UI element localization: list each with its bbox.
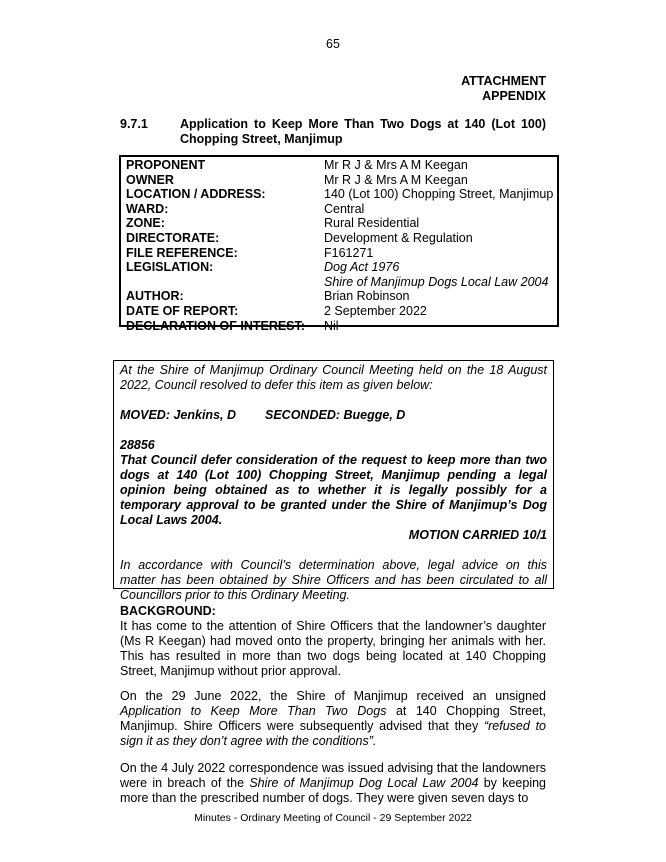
resolution-number: 28856 [120,438,155,452]
page-number: 65 [326,37,340,51]
moved-by: MOVED: Jenkins, D [120,408,236,422]
page-footer: Minutes - Ordinary Meeting of Council - 29 September 2022 [194,812,472,824]
detail-row-zone [126,216,557,231]
detail-value: Shire of Manjimup Dogs Local Law 2004 [324,274,549,289]
background-heading: BACKGROUND: [120,604,216,618]
detail-value: Dog Act 1976 [324,260,400,275]
background-paragraph-1: It has come to the attention of Shire Officers that the landowner’s daughter (Ms R Keegan) had moved onto the property, bringing her animals with her. This has resulted in more than two dogs being located at 140 Chopping Street, Manjimup without prior approval. [120,619,546,678]
moved-seconded-line [120,408,547,423]
resolution-note: In accordance with Council’s determination above, legal advice on this matter has been obtained by Shire Officers and has been circulated to all Councillors prior to this Ordinary Meeting. [120,558,547,602]
detail-value: Central [324,201,365,216]
item-number: 9.7.1 [120,117,148,131]
detail-label: DECLARATION OF INTEREST: [126,318,305,333]
p2-text-b: Application to Keep More Than Two Dogs [120,704,387,718]
detail-label: DATE OF REPORT: [126,303,239,318]
p3-text-c: by keeping more than the prescribed number of dogs. They were given seven days to [120,776,546,805]
motion-carried: MOTION CARRIED 10/1 [408,528,547,542]
p2-text-a: On the 29 June 2022, the Shire of Manjimup received an unsigned [120,689,546,703]
appendix-label: APPENDIX [482,89,546,103]
detail-label: PROPONENT [126,158,206,172]
detail-row-legislation [126,260,557,275]
detail-label: OWNER [126,172,174,187]
details-box [119,155,559,333]
item-heading [120,117,546,147]
detail-value: Nil [324,318,339,333]
detail-label: AUTHOR: [126,289,184,304]
detail-label: ZONE: [126,216,165,231]
p2-text-d: “refused to sign it as they don’t agree with the conditions”. [120,719,546,748]
attachment-label: ATTACHMENT [461,74,546,88]
detail-value: Rural Residential [324,216,420,231]
detail-value: 2 September 2022 [324,303,427,318]
detail-row-owner [126,173,557,188]
item-title: Application to Keep More Than Two Dogs at 140 (Lot 100) Chopping Street, Manjimup [180,117,546,146]
detail-label: LEGISLATION: [126,260,214,275]
detail-label: LOCATION / ADDRESS: [126,187,266,202]
detail-row-author [126,289,557,304]
background-paragraph-2 [120,689,546,749]
detail-row-declaration [126,319,557,334]
detail-value: Brian Robinson [324,289,410,304]
resolution-intro: At the Shire of Manjimup Ordinary Council Meeting held on the 18 August 2022, Council resolved to defer this item as given below: [120,363,547,392]
detail-row-date-of-report [126,304,557,319]
p2-text-c: at 140 Chopping Street, Manjimup. Shire Officers were subsequently advised that they [120,704,546,733]
detail-row-ward [126,202,557,217]
seconded-by: SECONDED: Buegge, D [265,408,406,422]
resolution-text: That Council defer consideration of the request to keep more than two dogs at 140 (Lot 100) Chopping Street, Manjimup pending a legal opinion being obtained as to whether it is legally possibly for a temporary approval to be granted under the Shire of Manjimup’s Dog Local Laws 2004. [120,453,547,527]
p3-text-b: Shire of Manjimup Dog Local Law 2004 [249,776,479,790]
detail-row-proponent [126,158,557,173]
detail-row-legislation-cont [126,275,557,290]
detail-row-location [126,187,557,202]
detail-value: F161271 [324,245,374,260]
detail-value: 140 (Lot 100) Chopping Street, Manjimup [324,187,554,202]
attachment-heading [461,74,546,104]
detail-label [126,275,324,290]
detail-value: Mr R J & Mrs A M Keegan [324,172,468,187]
detail-label: WARD: [126,201,169,216]
detail-value: Mr R J & Mrs A M Keegan [324,158,468,172]
detail-row-directorate [126,231,557,246]
detail-value: Development & Regulation [324,230,473,245]
background-section [120,604,546,679]
detail-row-file-reference [126,246,557,261]
background-paragraph-3 [120,761,546,806]
detail-label: FILE REFERENCE: [126,245,238,260]
resolution-box [113,360,554,602]
detail-label: DIRECTORATE: [126,230,220,245]
p3-text-a: On the 4 July 2022 correspondence was issued advising that the landowners were in breach of the [120,761,546,790]
